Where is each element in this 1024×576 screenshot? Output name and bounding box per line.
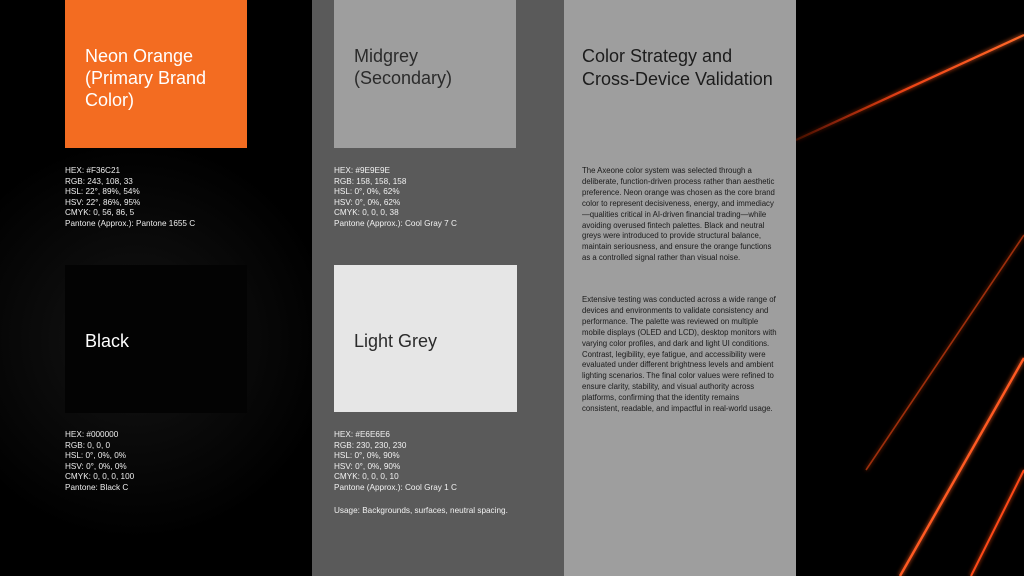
neon-orange-title: Neon Orange (Primary Brand Color) — [85, 46, 207, 110]
strategy-title: Color Strategy and Cross-Device Validation — [582, 46, 773, 89]
midgrey-title: Midgrey (Secondary) — [354, 46, 453, 88]
light-grey-specs: HEX: #E6E6E6 RGB: 230, 230, 230 HSL: 0°, 0%, 90% HSV: 0°, 0%, 90% CMYK: 0, 0, 0, 10 Pantone (Approx.): Cool Gray 1 C — [334, 430, 457, 492]
neon-streaks-graphic — [796, 0, 1024, 576]
neon-orange-specs: HEX: #F36C21 RGB: 243, 108, 33 HSL: 22°, 89%, 54% HSV: 22°, 86%, 95% CMYK: 0, 56, 86, 5 Pantone (Approx.): Pantone 1655 C — [65, 166, 196, 228]
black-specs: HEX: #000000 RGB: 0, 0, 0 HSL: 0°, 0%, 0% HSV: 0°, 0%, 0% CMYK: 0, 0, 0, 100 Pantone: Black C — [65, 430, 135, 492]
neon-lines-panel — [796, 0, 1024, 576]
light-grey-usage: Usage: Backgrounds, surfaces, neutral spacing. — [334, 506, 508, 515]
midgrey-specs: HEX: #9E9E9E RGB: 158, 158, 158 HSL: 0°, 0%, 62% HSV: 0°, 0%, 62% CMYK: 0, 0, 0, 38 Pantone (Approx.): Cool Gray 7 C — [334, 166, 457, 228]
black-title: Black — [85, 331, 130, 351]
strategy-paragraph-2: Extensive testing was conducted across a wide range of devices and environments to validate consistency and performance. The palette was reviewed on multiple mobile displays (OLED and LCD), desktop monitors with varying color profiles, and dark and light UI conditions. Contrast, legibility, eye fatigue, and accessibility were evaluated under different brightness levels and ambient lighting scenarios. The final color values were refined to ensure clarity, stability, and visual authority across platforms, confirming that the identity remains consistent, readable, and impactful in real-world usage. — [582, 295, 777, 414]
neon-streak — [796, 35, 1024, 140]
neon-streak — [971, 470, 1024, 576]
neon-streak — [866, 235, 1024, 470]
strategy-paragraph-1: The Axeone color system was selected through a deliberate, function-driven process rather than aesthetic preference. Neon orange was chosen as the core brand color to represent decisiveness, energy, and immediacy—qualities critical in AI-driven financial trading—while avoiding overused fintech palettes. Black and neutral greys were introduced to provide structural balance, maintain seriousness, and ensure the orange functions as a controlled signal rather than visual noise. — [582, 166, 775, 263]
light-grey-title: Light Grey — [354, 331, 438, 351]
